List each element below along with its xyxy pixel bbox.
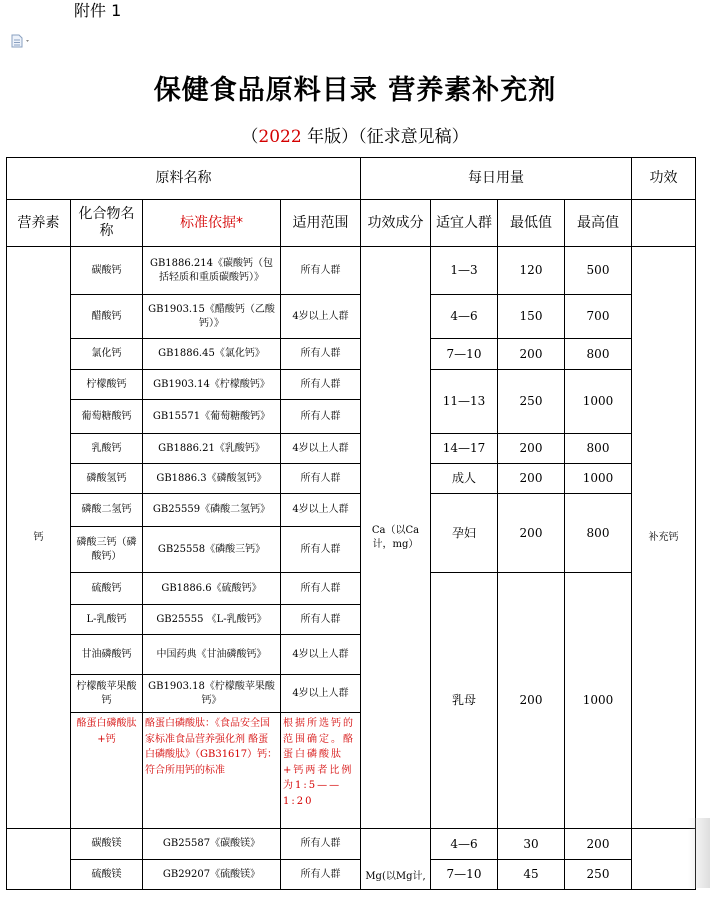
min-value: 200 bbox=[498, 494, 565, 573]
header-efficacy: 功效 bbox=[632, 158, 696, 200]
compound-scope: 4岁以上人群 bbox=[281, 494, 361, 527]
header-target-group: 适宜人群 bbox=[431, 200, 498, 247]
table-row bbox=[7, 494, 696, 527]
header-standard-basis: 标准依据* bbox=[143, 200, 281, 247]
min-value: 200 bbox=[498, 573, 565, 829]
max-value: 1000 bbox=[565, 573, 632, 829]
efficacy-calcium: 补充钙 bbox=[632, 247, 696, 829]
compound-scope: 所有人群 bbox=[281, 339, 361, 370]
compound-name: 醋酸钙 bbox=[71, 295, 143, 339]
nutrient-magnesium bbox=[7, 829, 71, 890]
compound-standard-special: 酪蛋白磷酸肽：《食品安全国家标准食品营养强化剂 酪蛋白磷酸肽》（GB31617）钙：符合所用钙的标准 bbox=[143, 713, 281, 829]
max-value: 250 bbox=[565, 860, 632, 890]
target-group: 7—10 bbox=[431, 860, 498, 890]
compound-standard: GB29207《硫酸镁》 bbox=[143, 860, 281, 890]
target-group: 14—17 bbox=[431, 434, 498, 464]
page-subtitle: （2022 年版）（征求意见稿） bbox=[241, 127, 469, 147]
compound-scope: 所有人群 bbox=[281, 247, 361, 295]
header-nutrient: 营养素 bbox=[7, 200, 71, 247]
compound-name: 磷酸氢钙 bbox=[71, 464, 143, 494]
header-min-value: 最低值 bbox=[498, 200, 565, 247]
min-value: 30 bbox=[498, 829, 565, 860]
table-row bbox=[7, 339, 696, 370]
target-group: 乳母 bbox=[431, 573, 498, 829]
nutrient-table bbox=[6, 157, 696, 890]
compound-scope: 所有人群 bbox=[281, 400, 361, 434]
table-row bbox=[7, 464, 696, 494]
compound-name: 硫酸钙 bbox=[71, 573, 143, 605]
compound-standard: GB1886.21《乳酸钙》 bbox=[143, 434, 281, 464]
target-group: 1—3 bbox=[431, 247, 498, 295]
target-group: 成人 bbox=[431, 464, 498, 494]
compound-scope: 所有人群 bbox=[281, 370, 361, 400]
nutrient-calcium: 钙 bbox=[7, 247, 71, 829]
compound-scope: 所有人群 bbox=[281, 573, 361, 605]
compound-standard: GB15571《葡萄糖酸钙》 bbox=[143, 400, 281, 434]
header-raw-material-name: 原料名称 bbox=[7, 158, 361, 200]
max-value: 700 bbox=[565, 295, 632, 339]
compound-name: 硫酸镁 bbox=[71, 860, 143, 890]
max-value: 500 bbox=[565, 247, 632, 295]
max-value: 800 bbox=[565, 494, 632, 573]
scroll-fade bbox=[688, 818, 710, 888]
document-icon[interactable] bbox=[10, 34, 32, 48]
compound-standard: 中国药典《甘油磷酸钙》 bbox=[143, 635, 281, 675]
table-row bbox=[7, 295, 696, 339]
compound-scope: 所有人群 bbox=[281, 464, 361, 494]
compound-name: 柠檬酸钙 bbox=[71, 370, 143, 400]
max-value: 800 bbox=[565, 434, 632, 464]
compound-standard: GB1886.6《硫酸钙》 bbox=[143, 573, 281, 605]
attachment-label: 附件 1 bbox=[74, 1, 122, 20]
compound-standard: GB1903.15《醋酸钙（乙酸钙）》 bbox=[143, 295, 281, 339]
min-value: 150 bbox=[498, 295, 565, 339]
min-value: 200 bbox=[498, 434, 565, 464]
compound-name: 乳酸钙 bbox=[71, 434, 143, 464]
compound-standard: GB1903.14《柠檬酸钙》 bbox=[143, 370, 281, 400]
header-efficacy-blank bbox=[632, 200, 696, 247]
target-group: 4—6 bbox=[431, 829, 498, 860]
table-row bbox=[7, 860, 696, 890]
compound-name: 磷酸二氢钙 bbox=[71, 494, 143, 527]
max-value: 1000 bbox=[565, 370, 632, 434]
max-value: 800 bbox=[565, 339, 632, 370]
compound-scope: 所有人群 bbox=[281, 605, 361, 635]
compound-name: 葡萄糖酸钙 bbox=[71, 400, 143, 434]
min-value: 45 bbox=[498, 860, 565, 890]
compound-standard: GB1886.3《磷酸氢钙》 bbox=[143, 464, 281, 494]
header-active-component: 功效成分 bbox=[361, 200, 431, 247]
target-group: 11—13 bbox=[431, 370, 498, 434]
max-value: 1000 bbox=[565, 464, 632, 494]
min-value: 250 bbox=[498, 370, 565, 434]
table-row bbox=[7, 573, 696, 605]
compound-standard: GB1886.45《氯化钙》 bbox=[143, 339, 281, 370]
compound-standard: GB1886.214《碳酸钙（包括轻质和重质碳酸钙）》 bbox=[143, 247, 281, 295]
page-title: 保健食品原料目录 营养素补充剂 bbox=[153, 75, 557, 106]
compound-scope: 所有人群 bbox=[281, 860, 361, 890]
table-row bbox=[7, 434, 696, 464]
active-component-calcium: Ca（以Ca计，mg） bbox=[361, 247, 431, 829]
min-value: 120 bbox=[498, 247, 565, 295]
compound-scope: 4岁以上人群 bbox=[281, 295, 361, 339]
compound-name-special: 酪蛋白磷酸肽+钙 bbox=[71, 713, 143, 829]
compound-name: 碳酸钙 bbox=[71, 247, 143, 295]
header-max-value: 最高值 bbox=[565, 200, 632, 247]
efficacy-magnesium bbox=[632, 829, 696, 890]
target-group: 孕妇 bbox=[431, 494, 498, 573]
compound-scope: 所有人群 bbox=[281, 829, 361, 860]
compound-standard: GB25558《磷酸三钙》 bbox=[143, 527, 281, 573]
compound-standard: GB25587《碳酸镁》 bbox=[143, 829, 281, 860]
compound-name: 氯化钙 bbox=[71, 339, 143, 370]
target-group: 7—10 bbox=[431, 339, 498, 370]
table-row bbox=[7, 829, 696, 860]
compound-name: L-乳酸钙 bbox=[71, 605, 143, 635]
header-daily-amount: 每日用量 bbox=[361, 158, 632, 200]
compound-standard: GB25559《磷酸二氢钙》 bbox=[143, 494, 281, 527]
compound-scope: 4岁以上人群 bbox=[281, 434, 361, 464]
compound-standard: GB25555 《L-乳酸钙》 bbox=[143, 605, 281, 635]
compound-scope: 4岁以上人群 bbox=[281, 635, 361, 675]
compound-name: 磷酸三钙（磷酸钙） bbox=[71, 527, 143, 573]
compound-scope: 所有人群 bbox=[281, 527, 361, 573]
target-group: 4—6 bbox=[431, 295, 498, 339]
compound-standard: GB1903.18《柠檬酸苹果酸钙》 bbox=[143, 675, 281, 713]
compound-scope-special: 根据所选钙的范围确定。酪蛋白磷酸肽+钙两者比例为1:5——1:20 bbox=[281, 713, 361, 829]
max-value: 200 bbox=[565, 829, 632, 860]
active-component-magnesium: Mg(以Mg计, bbox=[361, 829, 431, 890]
min-value: 200 bbox=[498, 464, 565, 494]
compound-scope: 4岁以上人群 bbox=[281, 675, 361, 713]
header-compound-name: 化合物名称 bbox=[71, 200, 143, 247]
compound-name: 碳酸镁 bbox=[71, 829, 143, 860]
compound-name: 柠檬酸苹果酸钙 bbox=[71, 675, 143, 713]
min-value: 200 bbox=[498, 339, 565, 370]
table-row bbox=[7, 370, 696, 400]
compound-name: 甘油磷酸钙 bbox=[71, 635, 143, 675]
header-scope: 适用范围 bbox=[281, 200, 361, 247]
table-row bbox=[7, 247, 696, 295]
